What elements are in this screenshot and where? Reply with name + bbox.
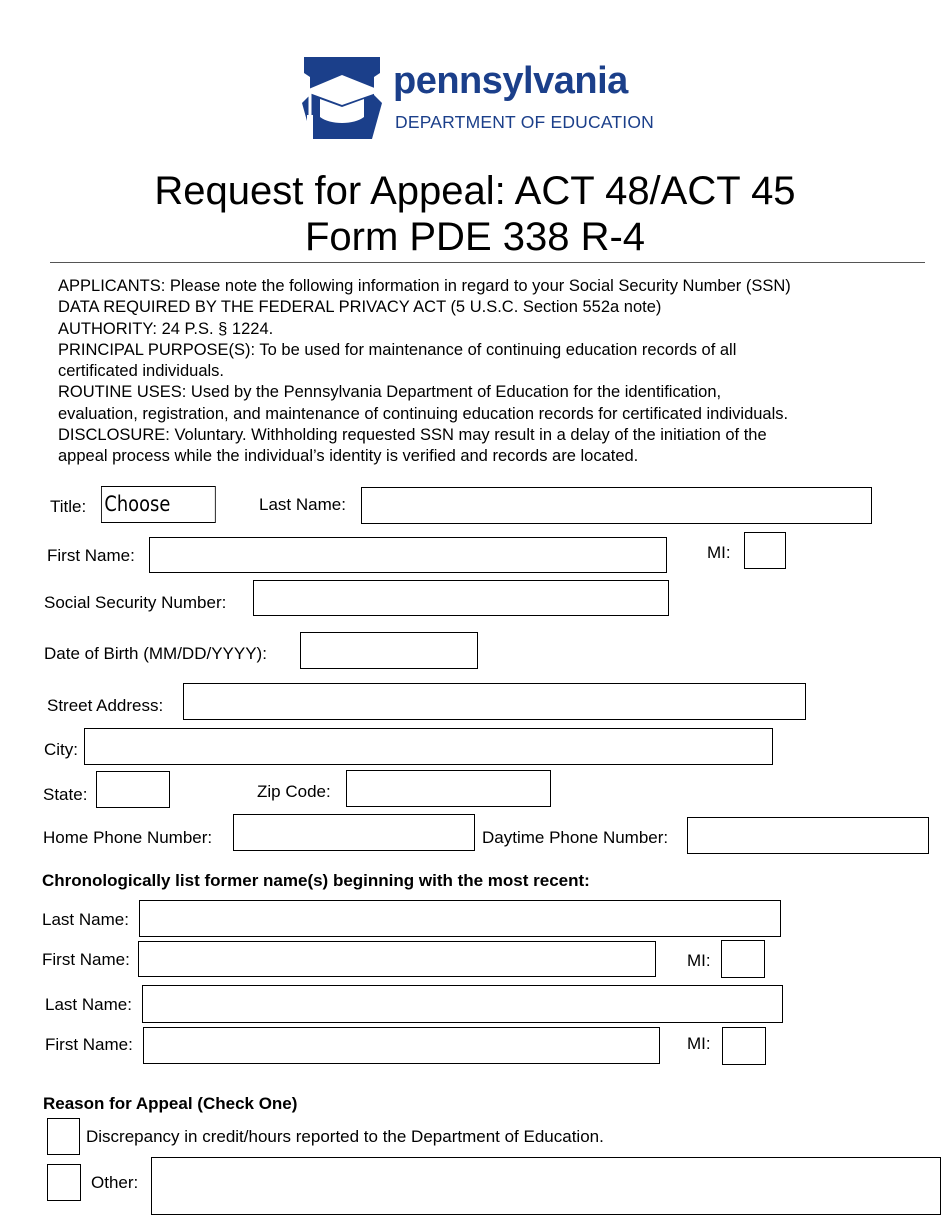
notice-line: PRINCIPAL PURPOSE(S): To be used for maintenance of continuing education records of all — [58, 340, 737, 359]
state-label: State: — [43, 785, 88, 804]
former-last-name-input-2[interactable] — [142, 985, 783, 1023]
street-address-input[interactable] — [183, 683, 806, 720]
keystone-mortarboard-icon — [296, 55, 388, 141]
mi-input[interactable] — [744, 532, 786, 569]
title-label: Title: — [50, 497, 87, 516]
first-name-input[interactable] — [149, 537, 667, 573]
city-label: City: — [44, 740, 78, 759]
ssn-input[interactable] — [253, 580, 669, 616]
dob-input[interactable] — [300, 632, 478, 669]
former-last-name-label-1: Last Name: — [42, 910, 129, 929]
other-checkbox[interactable] — [47, 1164, 81, 1201]
discrepancy-checkbox[interactable] — [47, 1118, 80, 1155]
dob-label: Date of Birth (MM/DD/YYYY): — [44, 644, 267, 663]
street-address-label: Street Address: — [47, 696, 164, 715]
logo-state-name: pennsylvania — [393, 60, 628, 102]
former-first-name-label-2: First Name: — [45, 1035, 133, 1054]
notice-line: appeal process while the individual’s identity is verified and records are located. — [58, 447, 639, 466]
last-name-label: Last Name: — [259, 495, 346, 514]
former-mi-label-1: MI: — [687, 951, 711, 970]
page-title: Request for Appeal: ACT 48/ACT 45 — [154, 169, 796, 213]
mi-label: MI: — [707, 543, 731, 562]
notice-line: DATA REQUIRED BY THE FEDERAL PRIVACY ACT (5 U.S.C. Section 552a note) — [58, 298, 662, 317]
zip-code-input[interactable] — [346, 770, 551, 807]
daytime-phone-label: Daytime Phone Number: — [482, 828, 669, 847]
reason-heading: Reason for Appeal (Check One) — [43, 1094, 298, 1113]
daytime-phone-input[interactable] — [687, 817, 929, 854]
former-names-heading: Chronologically list former name(s) beginning with the most recent: — [42, 871, 590, 890]
logo-department: DEPARTMENT OF EDUCATION — [395, 112, 655, 132]
notice-line: APPLICANTS: Please note the following information in regard to your Social Security Number (SSN) — [58, 277, 791, 295]
notice-line: ROUTINE USES: Used by the Pennsylvania Department of Education for the identification, — [58, 383, 722, 402]
former-last-name-label-2: Last Name: — [45, 995, 132, 1014]
first-name-label: First Name: — [47, 546, 135, 565]
home-phone-input[interactable] — [233, 814, 475, 851]
city-input[interactable] — [84, 728, 773, 765]
ssn-label: Social Security Number: — [44, 593, 227, 612]
notice-line: AUTHORITY: 24 P.S. § 1224. — [58, 319, 274, 338]
pde-logo — [296, 55, 656, 143]
title-divider — [50, 262, 925, 263]
other-label: Other: — [91, 1173, 139, 1192]
zip-code-label: Zip Code: — [257, 782, 331, 801]
privacy-notice — [58, 276, 938, 468]
former-first-name-input-1[interactable] — [138, 941, 656, 977]
discrepancy-label: Discrepancy in credit/hours reported to the Department of Education. — [86, 1127, 604, 1146]
former-mi-input-2[interactable] — [722, 1027, 766, 1065]
notice-line: certificated individuals. — [58, 362, 224, 381]
former-first-name-label-1: First Name: — [42, 950, 130, 969]
former-mi-input-1[interactable] — [721, 940, 765, 978]
title-dropdown[interactable]: Choose — [101, 486, 216, 523]
former-last-name-input-1[interactable] — [139, 900, 781, 937]
other-reason-input[interactable] — [151, 1157, 941, 1215]
state-input[interactable] — [96, 771, 170, 808]
form-number: Form PDE 338 R-4 — [304, 215, 646, 259]
former-mi-label-2: MI: — [687, 1034, 711, 1053]
last-name-input[interactable] — [361, 487, 872, 524]
notice-line: evaluation, registration, and maintenance of continuing education records for certificated individuals. — [58, 404, 789, 423]
former-first-name-input-2[interactable] — [143, 1027, 660, 1064]
home-phone-label: Home Phone Number: — [43, 828, 213, 847]
notice-line: DISCLOSURE: Voluntary. Withholding requested SSN may result in a delay of the initiation of the — [58, 426, 767, 445]
